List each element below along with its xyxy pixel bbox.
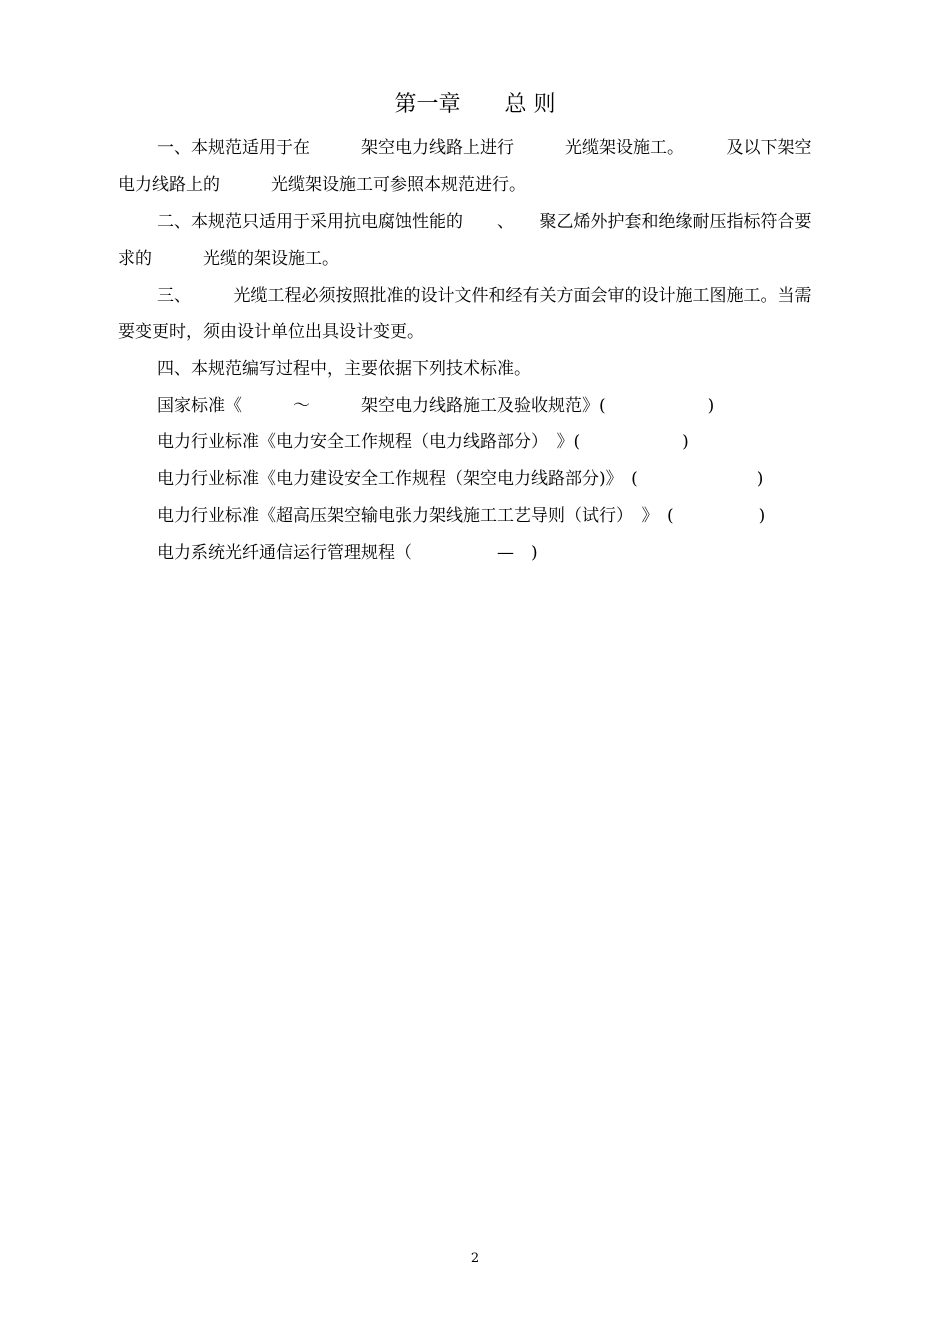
paragraph-3-line-1: 三、 光缆工程必须按照批准的设计文件和经有关方面会审的设计施工图施工。当需 [157, 286, 812, 306]
standard-item: 电力行业标准《超高压架空输电张力架线施工工艺导则（试行） 》 ( ) [157, 506, 766, 526]
standard-item: 电力系统光纤通信运行管理规程（ — ) [157, 543, 538, 563]
chapter-title: 第一章 总 则 [394, 92, 556, 117]
paragraph-2-line-1: 二、本规范只适用于采用抗电腐蚀性能的 、 聚乙烯外护套和绝缘耐压指标符合要 [157, 212, 812, 232]
paragraph-3-line-2: 要变更时，须由设计单位出具设计变更。 [118, 322, 424, 342]
paragraph-4: 四、本规范编写过程中，主要依据下列技术标准。 [157, 359, 531, 379]
standard-item: 电力行业标准《电力建设安全工作规程（架空电力线路部分)》 ( ) [157, 469, 764, 489]
paragraph-1-line-2: 电力线路上的 光缆架设施工可参照本规范进行。 [118, 175, 526, 195]
paragraph-2-line-2: 求的 光缆的架设施工。 [118, 249, 339, 269]
paragraph-1-line-1: 一、本规范适用于在 架空电力线路上进行 光缆架设施工。 及以下架空 [157, 138, 812, 158]
standard-item: 国家标准《 ～ 架空电力线路施工及验收规范》( ) [157, 396, 715, 416]
page-number: 2 [470, 1251, 480, 1266]
standard-item: 电力行业标准《电力安全工作规程（电力线路部分） 》( ) [157, 432, 689, 452]
